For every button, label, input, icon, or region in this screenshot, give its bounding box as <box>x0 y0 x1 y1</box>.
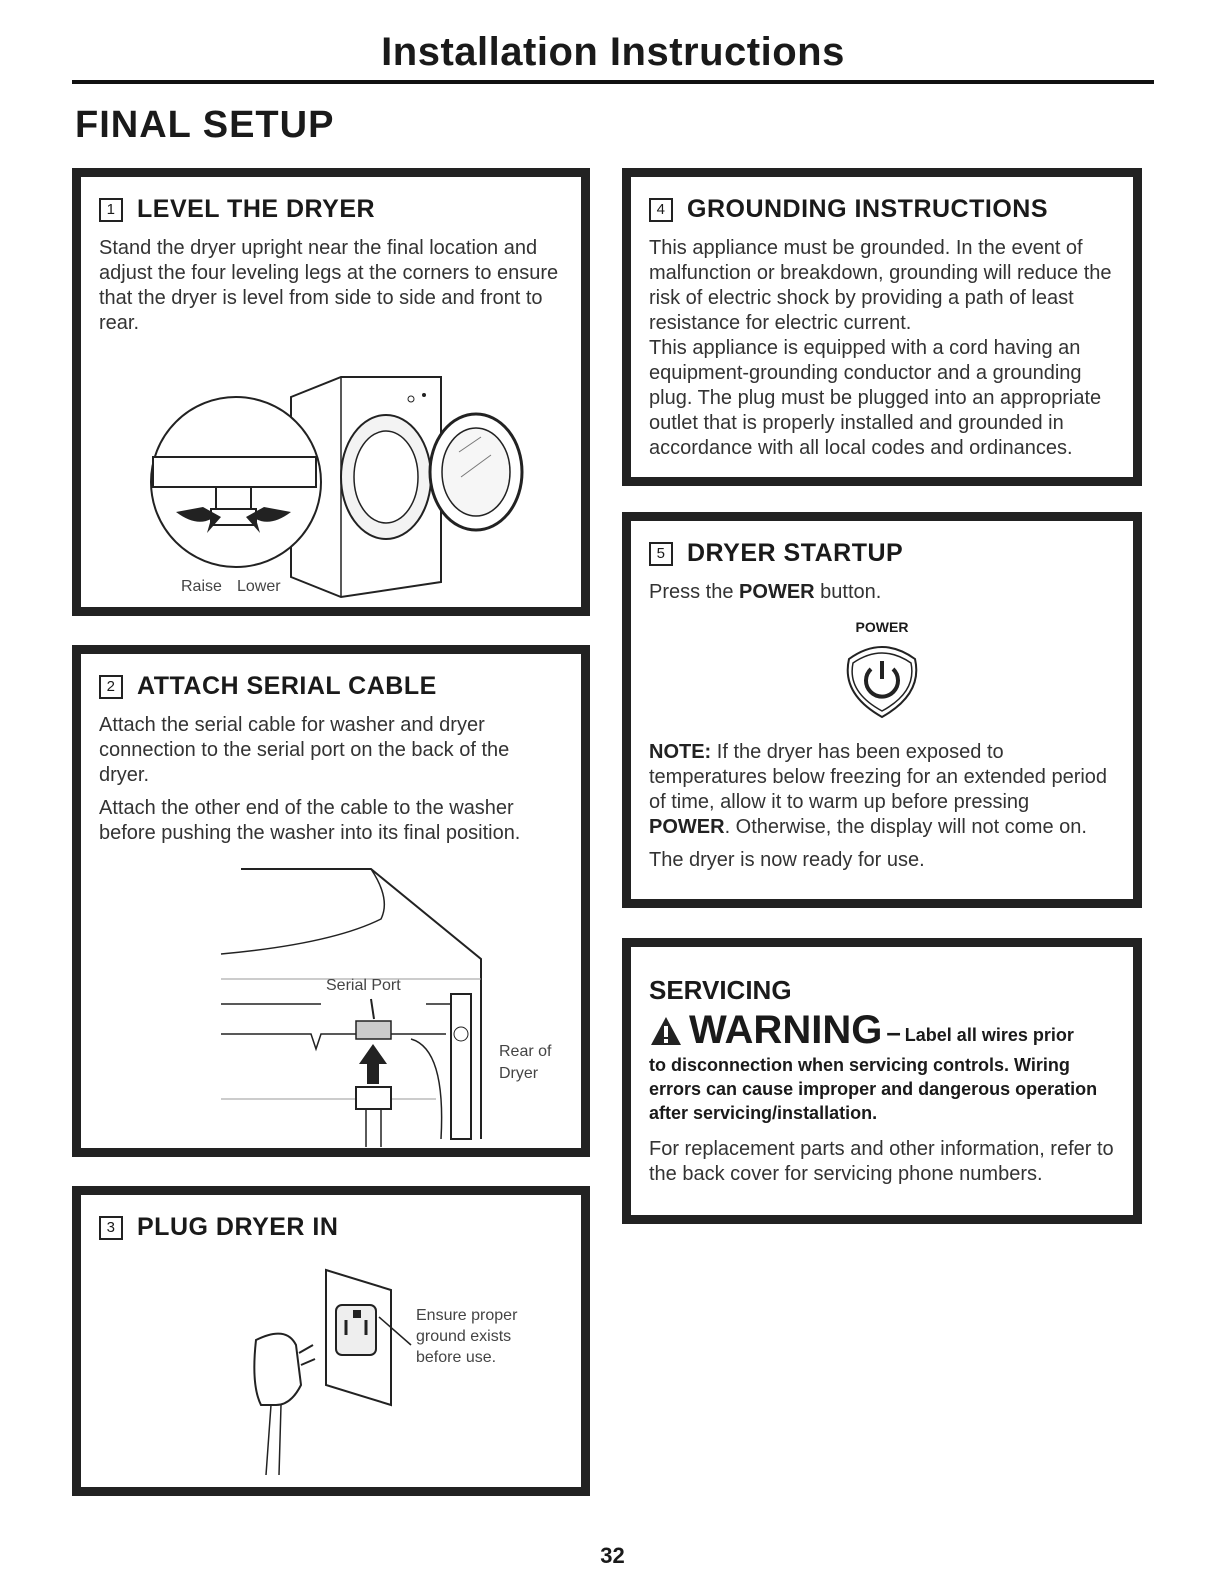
power-button-wrap <box>649 639 1115 726</box>
section-title: FINAL SETUP <box>75 104 335 146</box>
dryer-startup-title <box>649 539 1115 568</box>
level-dryer-box <box>72 168 590 616</box>
step-number: 2 <box>99 675 123 699</box>
ground-note-1: Ensure proper <box>416 1307 518 1324</box>
serial-port-label: Serial Port <box>326 977 401 994</box>
warning-line-1: Label all wires prior <box>904 1025 1074 1045</box>
warning-rest: to disconnection when servicing controls. Wiring errors can cause improper and dangerous operation after servicing/installation. <box>649 1055 1098 1123</box>
page-header <box>72 28 1154 84</box>
grounding-text-1: This appliance must be grounded. In the event of malfunction or breakdown, grounding will reduce the risk of electric shock by providing a path of least resistance for electric current. <box>649 237 1112 334</box>
lower-label: Lower <box>237 578 281 595</box>
ground-note-2: ground exists <box>416 1328 512 1345</box>
serial-cable-box <box>72 645 590 1157</box>
plug-dryer-title <box>99 1213 563 1242</box>
serial-cable-text-1: Attach the serial cable for washer and dryer connection to the serial port on the back of the dryer. <box>99 714 510 786</box>
dryer-startup-heading: DRYER STARTUP <box>687 539 904 567</box>
plug-dryer-box <box>72 1186 590 1496</box>
warning-word: WARNING <box>689 1008 883 1052</box>
serial-cable-title <box>99 672 563 701</box>
servicing-box <box>622 938 1142 1224</box>
press-pre: Press the <box>649 581 740 603</box>
level-dryer-title <box>99 195 563 224</box>
ground-note-3: before use. <box>416 1349 497 1366</box>
grounding-box <box>622 168 1142 486</box>
serial-port-illustration <box>181 859 581 1149</box>
power-icon[interactable] <box>841 639 923 721</box>
rear-label-1: Rear of <box>499 1043 552 1060</box>
grounding-title <box>649 195 1115 224</box>
step-number: 5 <box>649 542 673 566</box>
press-power-text <box>649 580 1115 605</box>
serial-cable-heading: ATTACH SERIAL CABLE <box>137 672 437 700</box>
dryer-leveling-illustration <box>141 367 561 612</box>
note-text: If the dryer has been exposed to temperatures below freezing for an extended period of time, allow it to warm up before pressing <box>649 741 1108 813</box>
warning-block <box>649 1008 1115 1125</box>
grounding-heading: GROUNDING INSTRUCTIONS <box>687 195 1048 223</box>
startup-note <box>649 740 1115 840</box>
press-power-bold: POWER <box>739 581 815 603</box>
ready-text: The dryer is now ready for use. <box>649 849 925 871</box>
level-dryer-heading: LEVEL THE DRYER <box>137 195 376 223</box>
plug-dryer-heading: PLUG DRYER IN <box>137 1213 339 1241</box>
outlet-plug-illustration <box>231 1265 551 1480</box>
note-tail: . Otherwise, the display will not come on. <box>724 816 1087 838</box>
grounding-text-2: This appliance is equipped with a cord having an equipment-grounding conductor and a grounding plug. The plug must be plugged into an appropriate outlet that is properly installed and grounded in accordance with all local codes and ordinances. <box>649 337 1102 459</box>
serial-cable-text-2: Attach the other end of the cable to the washer before pushing the washer into its final position. <box>99 797 521 844</box>
header-title: Installation Instructions <box>381 30 845 74</box>
step-number: 3 <box>99 1216 123 1240</box>
note-power-bold: POWER <box>649 816 725 838</box>
servicing-title: SERVICING <box>649 975 792 1005</box>
note-label: NOTE: <box>649 741 712 763</box>
rear-label-2: Dryer <box>499 1065 539 1082</box>
step-number: 1 <box>99 198 123 222</box>
servicing-text: For replacement parts and other information, refer to the back cover for servicing phone numbers. <box>649 1138 1114 1185</box>
raise-label: Raise <box>181 578 222 595</box>
press-post: button. <box>814 581 882 603</box>
power-button-label: POWER <box>855 619 909 635</box>
level-dryer-text: Stand the dryer upright near the final location and adjust the four leveling legs at the corners to ensure that the dryer is level from side to side and front to rear. <box>99 237 559 334</box>
warning-dash: – <box>886 1017 901 1047</box>
warning-icon <box>649 1015 683 1047</box>
step-number: 4 <box>649 198 673 222</box>
dryer-startup-box <box>622 512 1142 908</box>
page-number: 32 <box>600 1543 625 1568</box>
